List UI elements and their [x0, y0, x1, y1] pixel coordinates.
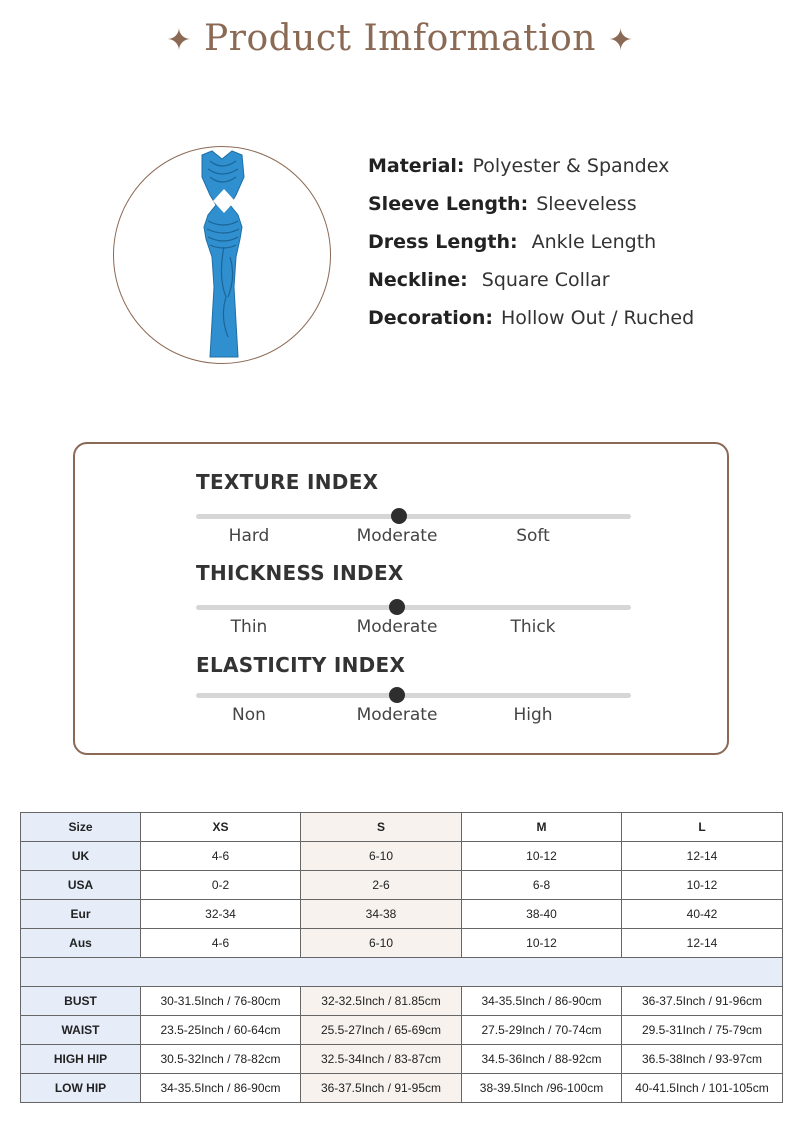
table-cell: 25.5-27Inch / 65-69cm: [301, 1016, 462, 1045]
spec-value: Square Collar: [475, 269, 610, 291]
elasticity-index-track: [196, 693, 631, 698]
table-cell: L: [622, 813, 783, 842]
table-cell: 12-14: [622, 929, 783, 958]
spec-neckline: [368, 269, 694, 307]
table-cell: 34.5-36Inch / 88-92cm: [462, 1045, 622, 1074]
thickness-index-marker: [389, 599, 405, 615]
thickness-index-track: [196, 605, 631, 610]
table-row: [21, 1045, 783, 1074]
table-cell: 6-10: [301, 842, 462, 871]
spec-sleeve-length: [368, 193, 694, 231]
texture-index-track: [196, 514, 631, 519]
table-cell: 34-38: [301, 900, 462, 929]
elasticity-label-high: High: [513, 705, 553, 725]
spec-value: Sleeveless: [536, 193, 637, 215]
table-cell: XS: [141, 813, 301, 842]
table-cell: 10-12: [462, 842, 622, 871]
table-cell: 6-10: [301, 929, 462, 958]
thickness-index-title: THICKNESS INDEX: [196, 561, 404, 585]
thickness-label-high: Thick: [510, 617, 556, 637]
table-cell: 2-6: [301, 871, 462, 900]
spec-key: Neckline:: [368, 269, 468, 291]
spec-material: [368, 155, 694, 193]
separator-cell: [21, 958, 783, 987]
table-cell: 23.5-25Inch / 60-64cm: [141, 1016, 301, 1045]
table-cell: 32-34: [141, 900, 301, 929]
elasticity-index-title: ELASTICITY INDEX: [196, 653, 406, 677]
spec-value: Hollow Out / Ruched: [500, 307, 695, 329]
table-cell: LOW HIP: [21, 1074, 141, 1103]
spec-dress-length: [368, 231, 694, 269]
texture-label-mid: Moderate: [356, 526, 438, 546]
table-cell: 40-41.5Inch / 101-105cm: [622, 1074, 783, 1103]
sparkle-icon: ✦: [166, 23, 193, 58]
table-row: [21, 900, 783, 929]
table-row: [21, 1016, 783, 1045]
product-image: [113, 146, 331, 364]
table-cell: 30.5-32Inch / 78-82cm: [141, 1045, 301, 1074]
table-cell: 29.5-31Inch / 75-79cm: [622, 1016, 783, 1045]
table-cell: 36.5-38Inch / 93-97cm: [622, 1045, 783, 1074]
spec-key: Material:: [368, 155, 465, 177]
elasticity-label-mid: Moderate: [356, 705, 438, 725]
spec-value: Ankle Length: [525, 231, 657, 253]
table-cell: M: [462, 813, 622, 842]
spec-value: Polyester & Spandex: [472, 155, 670, 177]
table-cell: 6-8: [462, 871, 622, 900]
table-cell: 0-2: [141, 871, 301, 900]
table-cell: 4-6: [141, 842, 301, 871]
table-row: [21, 987, 783, 1016]
table-cell: HIGH HIP: [21, 1045, 141, 1074]
texture-index-title: TEXTURE INDEX: [196, 470, 379, 494]
table-row: [21, 842, 783, 871]
page-title: [0, 18, 800, 59]
texture-index-marker: [391, 508, 407, 524]
table-cell: 34-35.5Inch / 86-90cm: [141, 1074, 301, 1103]
elasticity-label-low: Non: [232, 705, 266, 725]
table-cell: 36-37.5Inch / 91-96cm: [622, 987, 783, 1016]
table-cell: Eur: [21, 900, 141, 929]
dress-illustration: [114, 147, 331, 364]
table-cell: USA: [21, 871, 141, 900]
table-cell: 34-35.5Inch / 86-90cm: [462, 987, 622, 1016]
table-cell: 12-14: [622, 842, 783, 871]
sparkle-icon: ✦: [607, 23, 634, 58]
table-cell: 32.5-34Inch / 83-87cm: [301, 1045, 462, 1074]
table-cell: 36-37.5Inch / 91-95cm: [301, 1074, 462, 1103]
table-cell: 40-42: [622, 900, 783, 929]
table-cell: UK: [21, 842, 141, 871]
table-cell: Aus: [21, 929, 141, 958]
thickness-label-mid: Moderate: [356, 617, 438, 637]
elasticity-index-marker: [389, 687, 405, 703]
thickness-label-low: Thin: [230, 617, 268, 637]
size-chart-table: [20, 812, 783, 1103]
table-row: [21, 871, 783, 900]
spec-key: Decoration:: [368, 307, 493, 329]
texture-label-high: Soft: [516, 526, 550, 546]
table-cell: 38-39.5Inch /96-100cm: [462, 1074, 622, 1103]
spec-list: [368, 155, 694, 345]
table-cell: 4-6: [141, 929, 301, 958]
table-cell: 32-32.5Inch / 81.85cm: [301, 987, 462, 1016]
table-cell: 30-31.5Inch / 76-80cm: [141, 987, 301, 1016]
title-text: Product Imformation: [204, 18, 596, 59]
table-cell: Size: [21, 813, 141, 842]
table-row: [21, 929, 783, 958]
table-cell: WAIST: [21, 1016, 141, 1045]
table-cell: 10-12: [622, 871, 783, 900]
spec-key: Sleeve Length:: [368, 193, 529, 215]
table-row: [21, 1074, 783, 1103]
table-cell: 27.5-29Inch / 70-74cm: [462, 1016, 622, 1045]
table-cell: 38-40: [462, 900, 622, 929]
table-cell: 10-12: [462, 929, 622, 958]
spec-key: Dress Length:: [368, 231, 518, 253]
texture-label-low: Hard: [228, 526, 270, 546]
table-cell: S: [301, 813, 462, 842]
table-header-row: [21, 813, 783, 842]
table-cell: BUST: [21, 987, 141, 1016]
spec-decoration: [368, 307, 694, 345]
table-separator-row: [21, 958, 783, 987]
